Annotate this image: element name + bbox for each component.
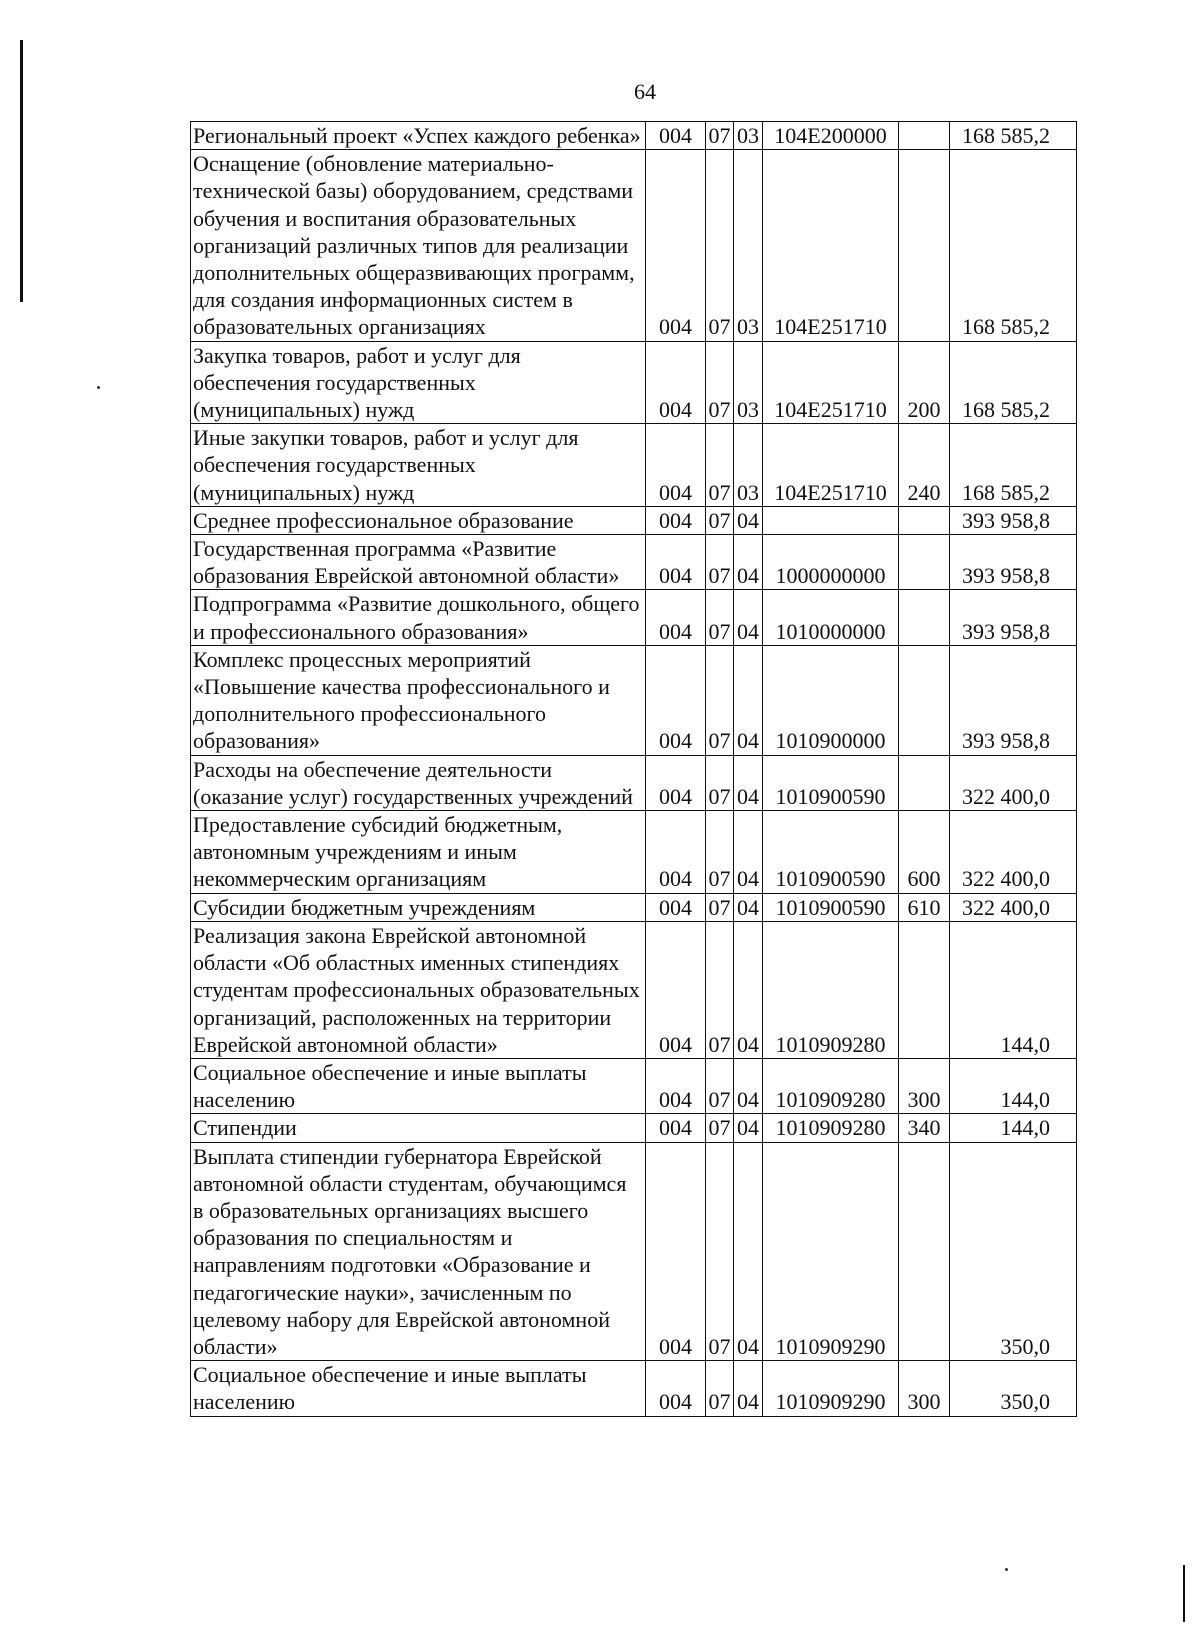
expense-kind-code: 200 xyxy=(899,341,950,424)
amount: 144,0 xyxy=(950,921,1077,1058)
table-row xyxy=(191,1114,1077,1142)
ministry-code: 004 xyxy=(646,535,706,590)
target-article-code: 104E251710 xyxy=(763,341,899,424)
expense-kind-code xyxy=(899,645,950,755)
target-article-code: 104E200000 xyxy=(763,122,899,150)
target-article-code: 1010000000 xyxy=(763,590,899,645)
target-article-code: 1010900590 xyxy=(763,755,899,810)
ministry-code: 004 xyxy=(646,341,706,424)
target-article-code: 1010909280 xyxy=(763,1058,899,1113)
section-code: 07 xyxy=(706,755,734,810)
section-code: 07 xyxy=(706,341,734,424)
row-name: Субсидии бюджетным учреждениям xyxy=(191,893,646,921)
expense-kind-code xyxy=(899,506,950,534)
amount: 168 585,2 xyxy=(950,341,1077,424)
table-row xyxy=(191,893,1077,921)
expense-kind-code xyxy=(899,150,950,341)
row-name: Закупка товаров, работ и услуг для обеспечения государственных (муниципальных) нужд xyxy=(191,341,646,424)
target-article-code: 1010900000 xyxy=(763,645,899,755)
ministry-code: 004 xyxy=(646,122,706,150)
row-name: Оснащение (обновление материально-технической базы) оборудованием, средствами обучения и воспитания образовательных организаций различных типов для реализации дополнительных общеразвивающих программ, для создания информационных систем в образовательных организациях xyxy=(191,150,646,341)
table-row xyxy=(191,1361,1077,1416)
expense-kind-code: 240 xyxy=(899,424,950,507)
row-name: Региональный проект «Успех каждого ребенка» xyxy=(191,122,646,150)
expense-kind-code: 300 xyxy=(899,1058,950,1113)
expense-kind-code xyxy=(899,122,950,150)
section-code: 07 xyxy=(706,122,734,150)
table-row xyxy=(191,341,1077,424)
amount: 322 400,0 xyxy=(950,755,1077,810)
ministry-code: 004 xyxy=(646,506,706,534)
budget-table xyxy=(190,121,1077,1417)
row-name: Предоставление субсидий бюджетным, автономным учреждениям и иным некоммерческим организациям xyxy=(191,811,646,894)
table-row xyxy=(191,921,1077,1058)
section-code: 07 xyxy=(706,921,734,1058)
ministry-code: 004 xyxy=(646,424,706,507)
expense-kind-code: 610 xyxy=(899,893,950,921)
ministry-code: 004 xyxy=(646,645,706,755)
target-article-code: 1010909280 xyxy=(763,1114,899,1142)
amount: 393 958,8 xyxy=(950,535,1077,590)
target-article-code: 1000000000 xyxy=(763,535,899,590)
section-code: 07 xyxy=(706,1361,734,1416)
subsection-code: 04 xyxy=(734,1142,763,1361)
section-code: 07 xyxy=(706,893,734,921)
scan-margin-line xyxy=(1183,1565,1185,1622)
expense-kind-code: 600 xyxy=(899,811,950,894)
target-article-code: 1010900590 xyxy=(763,811,899,894)
subsection-code: 04 xyxy=(734,590,763,645)
row-name: Социальное обеспечение и иные выплаты населению xyxy=(191,1058,646,1113)
target-article-code: 1010909280 xyxy=(763,921,899,1058)
subsection-code: 03 xyxy=(734,150,763,341)
subsection-code: 04 xyxy=(734,506,763,534)
budget-table-body xyxy=(191,122,1077,1417)
row-name: Выплата стипендии губернатора Еврейской автономной области студентам, обучающимся в образовательных организациях высшего образования по специальностям и направлениям подготовки «Образование и педагогические науки», зачисленным по целевому набору для Еврейской автономной области» xyxy=(191,1142,646,1361)
subsection-code: 04 xyxy=(734,1361,763,1416)
subsection-code: 03 xyxy=(734,122,763,150)
ministry-code: 004 xyxy=(646,1114,706,1142)
subsection-code: 04 xyxy=(734,1114,763,1142)
row-name: Социальное обеспечение и иные выплаты населению xyxy=(191,1361,646,1416)
section-code: 07 xyxy=(706,1058,734,1113)
amount: 393 958,8 xyxy=(950,590,1077,645)
target-article-code: 1010909290 xyxy=(763,1361,899,1416)
section-code: 07 xyxy=(706,590,734,645)
table-row xyxy=(191,535,1077,590)
target-article-code: 104E251710 xyxy=(763,424,899,507)
subsection-code: 04 xyxy=(734,1058,763,1113)
expense-kind-code: 300 xyxy=(899,1361,950,1416)
ministry-code: 004 xyxy=(646,1058,706,1113)
subsection-code: 04 xyxy=(734,811,763,894)
row-name: Иные закупки товаров, работ и услуг для обеспечения государственных (муниципальных) нужд xyxy=(191,424,646,507)
ministry-code: 004 xyxy=(646,150,706,341)
row-name: Комплекс процессных мероприятий «Повышение качества профессионального и дополнительного профессионального образования» xyxy=(191,645,646,755)
scan-speck xyxy=(97,386,100,389)
ministry-code: 004 xyxy=(646,755,706,810)
row-name: Среднее профессиональное образование xyxy=(191,506,646,534)
table-row xyxy=(191,645,1077,755)
row-name: Расходы на обеспечение деятельности (оказание услуг) государственных учреждений xyxy=(191,755,646,810)
section-code: 07 xyxy=(706,150,734,341)
table-row xyxy=(191,122,1077,150)
expense-kind-code xyxy=(899,921,950,1058)
expense-kind-code xyxy=(899,755,950,810)
ministry-code: 004 xyxy=(646,921,706,1058)
expense-kind-code xyxy=(899,535,950,590)
subsection-code: 04 xyxy=(734,535,763,590)
expense-kind-code xyxy=(899,1142,950,1361)
table-row xyxy=(191,590,1077,645)
amount: 322 400,0 xyxy=(950,811,1077,894)
target-article-code: 1010909290 xyxy=(763,1142,899,1361)
section-code: 07 xyxy=(706,506,734,534)
table-row xyxy=(191,150,1077,341)
expense-kind-code: 340 xyxy=(899,1114,950,1142)
table-row xyxy=(191,506,1077,534)
ministry-code: 004 xyxy=(646,893,706,921)
page-number: 64 xyxy=(634,79,656,104)
subsection-code: 04 xyxy=(734,645,763,755)
target-article-code xyxy=(763,506,899,534)
scan-speck xyxy=(1005,1568,1008,1571)
table-row xyxy=(191,1142,1077,1361)
amount: 322 400,0 xyxy=(950,893,1077,921)
row-name: Государственная программа «Развитие образования Еврейской автономной области» xyxy=(191,535,646,590)
section-code: 07 xyxy=(706,645,734,755)
amount: 144,0 xyxy=(950,1114,1077,1142)
expense-kind-code xyxy=(899,590,950,645)
subsection-code: 03 xyxy=(734,424,763,507)
row-name: Реализация закона Еврейской автономной области «Об областных именных стипендиях студентам профессиональных образовательных организаций, расположенных на территории Еврейской автономной области» xyxy=(191,921,646,1058)
section-code: 07 xyxy=(706,535,734,590)
row-name: Подпрограмма «Развитие дошкольного, общего и профессионального образования» xyxy=(191,590,646,645)
subsection-code: 04 xyxy=(734,921,763,1058)
amount: 393 958,8 xyxy=(950,645,1077,755)
target-article-code: 1010900590 xyxy=(763,893,899,921)
ministry-code: 004 xyxy=(646,811,706,894)
amount: 393 958,8 xyxy=(950,506,1077,534)
row-name: Стипендии xyxy=(191,1114,646,1142)
table-row xyxy=(191,1058,1077,1113)
table-row xyxy=(191,755,1077,810)
table-row xyxy=(191,811,1077,894)
section-code: 07 xyxy=(706,1114,734,1142)
section-code: 07 xyxy=(706,1142,734,1361)
subsection-code: 04 xyxy=(734,893,763,921)
subsection-code: 04 xyxy=(734,755,763,810)
amount: 168 585,2 xyxy=(950,150,1077,341)
subsection-code: 03 xyxy=(734,341,763,424)
section-code: 07 xyxy=(706,811,734,894)
table-row xyxy=(191,424,1077,507)
ministry-code: 004 xyxy=(646,590,706,645)
amount: 168 585,2 xyxy=(950,122,1077,150)
ministry-code: 004 xyxy=(646,1361,706,1416)
target-article-code: 104E251710 xyxy=(763,150,899,341)
amount: 350,0 xyxy=(950,1361,1077,1416)
amount: 168 585,2 xyxy=(950,424,1077,507)
section-code: 07 xyxy=(706,424,734,507)
amount: 144,0 xyxy=(950,1058,1077,1113)
amount: 350,0 xyxy=(950,1142,1077,1361)
ministry-code: 004 xyxy=(646,1142,706,1361)
